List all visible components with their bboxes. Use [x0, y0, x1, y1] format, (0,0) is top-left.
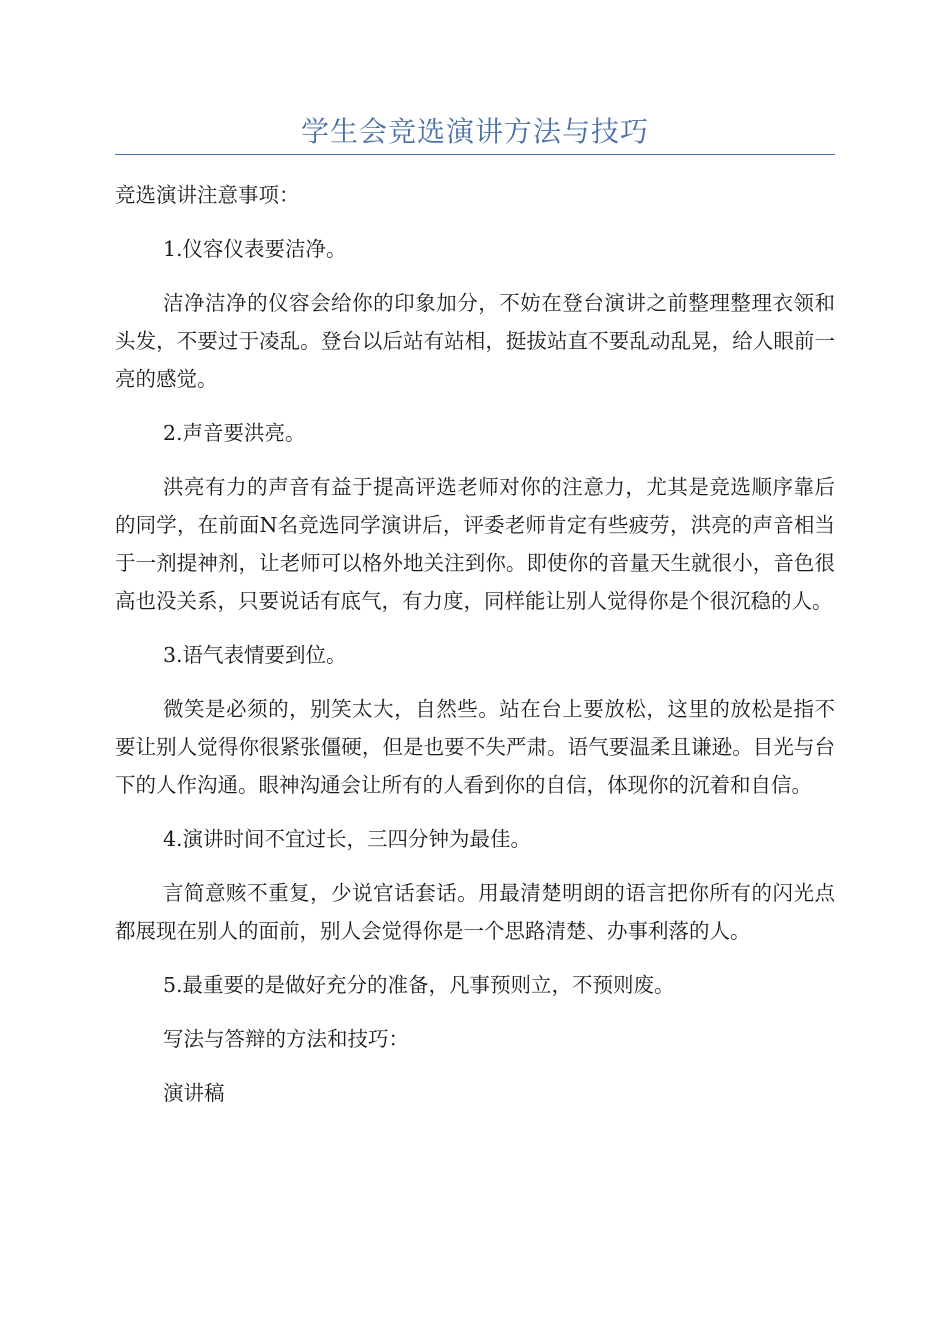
list-item-heading: 3.语气表情要到位。 — [163, 643, 347, 667]
body-paragraph: 言简意赅不重复，少说官话套话。用最清楚明朗的语言把你所有的闪光点都展现在别人的面前，别人会觉得你是一个思路清楚、办事利落的人。 — [115, 881, 835, 943]
list-item-heading: 5.最重要的是做好充分的准备，凡事预则立，不预则废。 — [163, 973, 675, 997]
body-paragraph: 洁净洁净的仪容会给你的印象加分，不妨在登台演讲之前整理整理衣领和头发，不要过于凌乱。登台以后站有站相，挺拔站直不要乱动乱晃，给人眼前一亮的感觉。 — [115, 291, 835, 391]
body-paragraph: 微笑是必须的，别笑太大，自然些。站在台上要放松，这里的放松是指不要让别人觉得你很紧张僵硬，但是也要不失严肃。语气要温柔且谦逊。目光与台下的人作沟通。眼神沟通会让所有的人看到你的自信，体现你的沉着和自信。 — [115, 697, 835, 797]
section-heading: 竞选演讲注意事项： — [115, 183, 300, 207]
section-heading: 写法与答辩的方法和技巧： — [163, 1027, 409, 1051]
list-item-heading: 1.仪容仪表要洁净。 — [163, 237, 347, 261]
document-body — [115, 176, 835, 1112]
list-item-heading: 2.声音要洪亮。 — [163, 421, 306, 445]
document-title: 学生会竞选演讲方法与技巧 — [300, 115, 649, 148]
title-underline — [115, 154, 835, 155]
list-item-heading: 4.演讲时间不宜过长，三四分钟为最佳。 — [163, 827, 532, 851]
body-paragraph: 洪亮有力的声音有益于提高评选老师对你的注意力，尤其是竞选顺序靠后的同学，在前面N名竞选同学演讲后，评委老师肯定有些疲劳，洪亮的声音相当于一剂提神剂，让老师可以格外地关注到你。即使你的音量天生就很小，音色很高也没关系，只要说话有底气，有力度，同样能让别人觉得你是个很沉稳的人。 — [115, 475, 835, 613]
section-heading: 演讲稿 — [163, 1081, 225, 1105]
